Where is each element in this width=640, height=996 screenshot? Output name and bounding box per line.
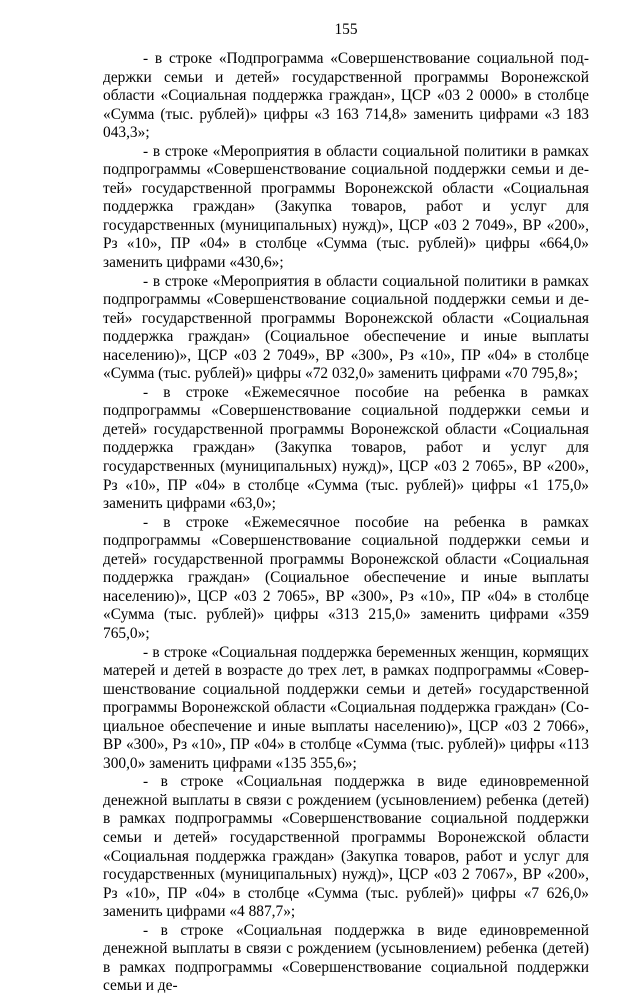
paragraph-8: - в строке «Социальная поддержка в виде единовременной денежной выплаты в связи с рождением (усыновлением) ребенка (детей) в рамках подпрограммы «Совершенствование социальной поддержки семьи и де- [103, 921, 589, 995]
paragraph-3: - в строке «Мероприятия в области социальной политики в рамках подпрограммы «Совершенствование социальной поддержки семьи и детей» государственной программы Воронежской области «Социальная поддержка граждан» (Социальное обеспечение и иные выплаты населению)», ЦСР «03 2 7049», ВР «300», Рз «10», ПР «04» в столбце «Сумма (тыс. рублей)» цифры «72 032,0» заменить цифрами «70 795,8»; [103, 272, 589, 383]
paragraph-5: - в строке «Ежемесячное пособие на ребенка в рамках подпрограммы «Совершенствование социальной поддержки семьи и детей» государственной программы Воронежской области «Социальная поддержка граждан» (Социальное обеспечение и иные выплаты населению)», ЦСР «03 2 7065», ВР «300», Рз «10», ПР «04» в столбце «Сумма (тыс. рублей)» цифры «313 215,0» заменить цифрами «359 765,0»; [103, 513, 589, 642]
paragraph-7: - в строке «Социальная поддержка в виде единовременной денежной выплаты в связи с рождением (усыновлением) ребенка (детей) в рамках подпрограммы «Совершенствование социальной поддержки семьи и детей» государственной программы Воронежской области «Социальная поддержка граждан» (Закупка товаров, работ и услуг для государственных (муниципальных) нужд)», ЦСР «03 2 7067», ВР «200», Рз «10», ПР «04» в столбце «Сумма (тыс. рублей)» цифры «7 626,0» заменить цифрами «4 887,7»; [103, 773, 589, 921]
page-number: 155 [334, 21, 358, 38]
paragraph-4: - в строке «Ежемесячное пособие на ребенка в рамках подпрограммы «Совершенствование социальной поддержки семьи и детей» государственной программы Воронежской области «Социальная поддержка граждан» (Закупка товаров, работ и услуг для государственных (муниципальных) нужд)», ЦСР «03 2 7065», ВР «200», Рз «10», ПР «04» в столбце «Сумма (тыс. рублей)» цифры «1 175,0» заменить цифрами «63,0»; [103, 383, 589, 513]
paragraph-1: - в строке «Подпрограмма «Совершенствование социальной поддержки семьи и детей» государственной программы Воронежской области «Социальная поддержка граждан», ЦСР «03 2 0000» в столбце «Сумма (тыс. рублей)» цифры «3 163 714,8» заменить цифрами «3 183 043,3»; [103, 50, 589, 142]
paragraph-6: - в строке «Социальная поддержка беременных женщин, кормящих матерей и детей в возрасте до трех лет, в рамках подпрограммы «Совершенствование социальной поддержки семьи и детей» государственной программы Воронежской области «Социальная поддержка граждан» (Социальное обеспечение и иные выплаты населению)», ЦСР «03 2 7066», ВР «300», Рз «10», ПР «04» в столбце «Сумма (тыс. рублей)» цифры «113 300,0» заменить цифрами «135 355,6»; [103, 643, 589, 772]
paragraph-2: - в строке «Мероприятия в области социальной политики в рамках подпрограммы «Совершенствование социальной поддержки семьи и детей» государственной программы Воронежской области «Социальная поддержка граждан» (Закупка товаров, работ и услуг для государственных (муниципальных) нужд)», ЦСР «03 2 7049», ВР «200», Рз «10», ПР «04» в столбце «Сумма (тыс. рублей)» цифры «664,0» заменить цифрами «430,6»; [103, 142, 589, 272]
document-page [103, 20, 589, 996]
